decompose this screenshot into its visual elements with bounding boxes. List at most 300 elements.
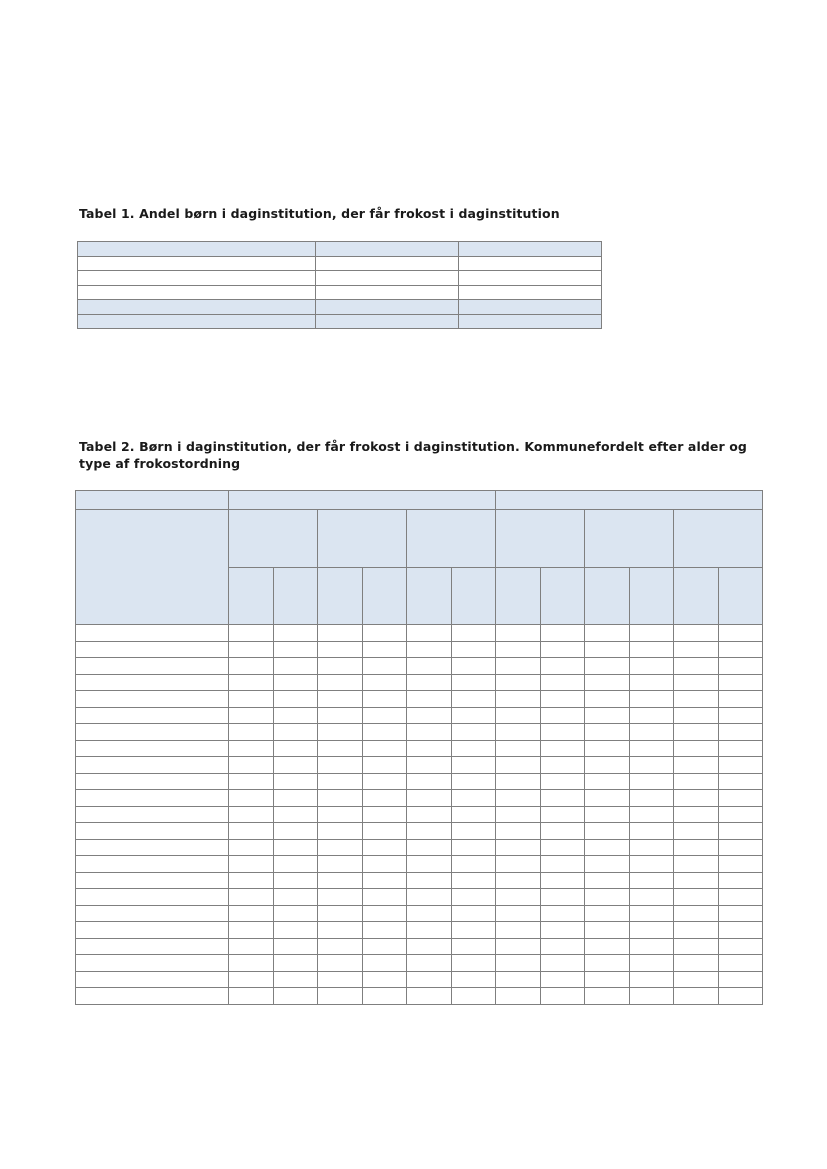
table2-cell [718,757,763,774]
table2-cell [585,674,630,691]
table2-cell [229,955,274,972]
table2-cell [318,856,363,873]
table2-cell [273,988,318,1005]
table2-cell [540,691,585,708]
table2-cell [407,806,452,823]
table2-row [76,988,763,1005]
table2-cell [318,658,363,675]
table2-cell [362,872,407,889]
table2-cell [585,724,630,741]
table2-cell [585,938,630,955]
table2-cell [629,889,674,906]
table2-cell [674,971,719,988]
table2-cell [718,922,763,939]
table2-cell [273,790,318,807]
table2-header-row-subgroups [76,510,763,568]
table2-cell [718,790,763,807]
table2-cell [362,988,407,1005]
table1-cell [78,300,316,315]
table2-cell [629,938,674,955]
table2-cell [496,641,541,658]
table2-cell [718,839,763,856]
table2-row-label-cell [76,707,229,724]
table2-cell [407,740,452,757]
table2-cell [629,740,674,757]
table2-row [76,823,763,840]
table2-row [76,905,763,922]
table2-cell [362,938,407,955]
table2-cell [273,856,318,873]
table2-cell [540,823,585,840]
table2-cell [362,773,407,790]
table2-column-header [629,568,674,625]
table2-cell [362,971,407,988]
table2-cell [229,691,274,708]
table2-cell [451,707,496,724]
table2-row [76,691,763,708]
table2-cell [362,740,407,757]
table2-row-label-cell [76,691,229,708]
table2-cell [273,724,318,741]
table2-row-label-cell [76,988,229,1005]
table2-cell [318,740,363,757]
table2-cell [718,905,763,922]
table2-cell [451,674,496,691]
table2-cell [451,757,496,774]
table2-cell [496,691,541,708]
table2-row [76,674,763,691]
table2-cell [629,971,674,988]
table2-cell [229,674,274,691]
table2-cell [407,955,452,972]
table2-cell [229,922,274,939]
table2-cell [674,839,719,856]
table1-cell [459,300,602,315]
table2-cell [362,707,407,724]
table1-cell [316,285,459,300]
table2-cell [496,773,541,790]
table2-cell [674,823,719,840]
table2-cell [674,658,719,675]
table2-cell [718,773,763,790]
table2-cell [496,872,541,889]
table2-cell [451,625,496,642]
table2-cell [318,823,363,840]
table2-cell [718,691,763,708]
table2-cell [273,641,318,658]
table2-cell [674,806,719,823]
table2-cell [318,839,363,856]
table2-row-label-cell [76,955,229,972]
table2-cell [362,806,407,823]
table2-cell [362,691,407,708]
table2-cell [362,955,407,972]
table2-row [76,889,763,906]
table2-cell [451,955,496,972]
table2-cell [273,922,318,939]
table2-cell [362,724,407,741]
table2-cell [362,790,407,807]
table2-cell [273,773,318,790]
table2-cell [318,806,363,823]
table2-cell [407,658,452,675]
table2-cell [674,955,719,972]
table2-cell [674,757,719,774]
table2-cell [451,938,496,955]
table2-cell [229,806,274,823]
table2-cell [540,625,585,642]
table2-cell [585,740,630,757]
table2-cell [585,691,630,708]
table2-cell [229,724,274,741]
table2-row-label-cell [76,971,229,988]
table2-cell [629,707,674,724]
table2-column-header [451,568,496,625]
table1-cell [459,256,602,271]
table2-subgroup-header [407,510,496,568]
table2-cell [407,988,452,1005]
table2-cell [407,757,452,774]
table2-cell [496,757,541,774]
table2-cell [451,691,496,708]
table2-cell [496,790,541,807]
table2-cell [362,922,407,939]
table2-cell [407,625,452,642]
table2-cell [718,971,763,988]
table2-row [76,790,763,807]
table2-cell [407,674,452,691]
table2-cell [629,823,674,840]
table2-cell [273,955,318,972]
table2-cell [407,823,452,840]
table2-row-label-cell [76,839,229,856]
table2-cell [451,806,496,823]
table2-cell [496,889,541,906]
table2-cell [585,889,630,906]
table2-cell [273,823,318,840]
table2-cell [629,790,674,807]
table2-cell [718,938,763,955]
table2-cell [496,625,541,642]
table2-cell [496,971,541,988]
table2-cell [540,674,585,691]
table2-cell [629,674,674,691]
table2-cell [451,889,496,906]
table2-row-label-cell [76,905,229,922]
table2-cell [718,658,763,675]
table2-cell [318,724,363,741]
table2-body [76,625,763,1005]
table2-header [76,491,763,625]
table2-row-label-cell [76,757,229,774]
table2-cell [318,955,363,972]
table2-row [76,872,763,889]
table2-cell [540,988,585,1005]
table2-cell [407,724,452,741]
table1-row [78,256,602,271]
table2-column-header [273,568,318,625]
table2-row-label-cell [76,674,229,691]
table1-cell [78,256,316,271]
table2-cell [496,856,541,873]
table2-cell [629,988,674,1005]
table2-cell [674,625,719,642]
table2-row-label-cell [76,856,229,873]
table2-cell [273,905,318,922]
table2-cell [674,872,719,889]
table2-subgroup-header [674,510,763,568]
table2-row-label-cell [76,740,229,757]
table2-cell [718,806,763,823]
table2-cell [451,641,496,658]
table1-row [78,314,602,329]
table2-cell [318,938,363,955]
table2-cell [318,707,363,724]
table2-row-label-cell [76,658,229,675]
table2-column-header [407,568,452,625]
table2-cell [718,823,763,840]
table2-cell [451,971,496,988]
table2-cell [496,955,541,972]
table2-cell [451,724,496,741]
table2-cell [451,988,496,1005]
table2-cell [451,905,496,922]
table2-row [76,922,763,939]
table2-cell [273,691,318,708]
table2-cell [540,872,585,889]
table1-cell [316,256,459,271]
table2-cell [540,757,585,774]
table2-row-label-cell [76,938,229,955]
table2-cell [674,889,719,906]
table2-cell [362,823,407,840]
table2-cell [229,823,274,840]
table2-title: Tabel 2. Børn i daginstitution, der får frokost i daginstitution. Kommunefordelt efter alder og type af frokostordning [79,439,747,471]
table2-cell [585,823,630,840]
table1-cell [78,271,316,286]
table2-cell [540,724,585,741]
table2-column-header [718,568,763,625]
table2-cell [496,806,541,823]
table2-cell [496,724,541,741]
table2-cell [318,872,363,889]
table2-cell [451,790,496,807]
table2-row [76,724,763,741]
table2-cell [629,658,674,675]
table2-cell [718,674,763,691]
table2-cell [718,724,763,741]
table2-column-header [318,568,363,625]
table2-cell [540,707,585,724]
table2-cell [229,905,274,922]
table2-cell [629,922,674,939]
table2-cell [407,839,452,856]
table2-cell [362,889,407,906]
table2-row-label-cell [76,625,229,642]
table2-cell [674,988,719,1005]
table2-subgroup-header [229,510,318,568]
table2-cell [318,674,363,691]
table2-row [76,740,763,757]
table2-cell [540,922,585,939]
table2-cell [451,740,496,757]
table2-cell [407,641,452,658]
table2-cell [229,625,274,642]
table2-cell [540,955,585,972]
table2-cell [273,938,318,955]
table2-cell [629,625,674,642]
table2-cell [585,922,630,939]
table2-cell [273,707,318,724]
table2-cell [585,757,630,774]
table2-cell [451,922,496,939]
table2-column-header [229,568,274,625]
table2-cell [229,839,274,856]
table2-cell [585,790,630,807]
table2-cell [674,724,719,741]
table2-cell [496,988,541,1005]
table2-cell [674,790,719,807]
table2-column-header [674,568,719,625]
table2-row [76,707,763,724]
table2-subgroup-header [585,510,674,568]
table2-cell [585,971,630,988]
table2-row [76,641,763,658]
table2-cell [318,905,363,922]
table1-cell [316,271,459,286]
table2-cell [629,905,674,922]
table2-cell [407,856,452,873]
table2-cell [407,691,452,708]
table2-cell [496,922,541,939]
table2-cell [496,740,541,757]
table2-cell [407,773,452,790]
table2-cell [407,971,452,988]
table2-cell [451,872,496,889]
table2-cell [496,674,541,691]
table2-cell [229,757,274,774]
table2-group-header-left [229,491,496,510]
table2-cell [318,922,363,939]
table2-cell [540,641,585,658]
table2-column-header [496,568,541,625]
table2-row [76,625,763,642]
table2-cell [229,971,274,988]
table1-cell [459,242,602,257]
table1-row [78,271,602,286]
table2-cell [674,691,719,708]
table2-cell [585,625,630,642]
table1-row [78,300,602,315]
table2-cell [273,625,318,642]
table2-cell [585,955,630,972]
table2-cell [718,988,763,1005]
table2-cell [273,806,318,823]
table2-cell [585,856,630,873]
table2-cell [229,740,274,757]
table2-cell [585,641,630,658]
table2-column-header [362,568,407,625]
table2-row [76,773,763,790]
table2-cell [229,790,274,807]
table2-cell [718,872,763,889]
table2-cell [629,955,674,972]
table2-cell [362,641,407,658]
table2-column-header [540,568,585,625]
table2-cell [362,905,407,922]
table2-cell [585,905,630,922]
table2-cell [451,658,496,675]
table2-cell [674,641,719,658]
table2 [75,490,763,1005]
table2-row-label-cell [76,724,229,741]
table2-cell [407,938,452,955]
table2-row-label-cell [76,823,229,840]
table2-cell [585,773,630,790]
table2-cell [718,955,763,972]
table2-cell [718,641,763,658]
table2-cell [585,806,630,823]
table2-cell [318,790,363,807]
table2-cell [273,757,318,774]
table2-row-label-cell [76,790,229,807]
table2-cell [451,773,496,790]
table2-row [76,938,763,955]
table1-cell [459,285,602,300]
table2-row [76,839,763,856]
table2-cell [674,707,719,724]
table2-cell [629,806,674,823]
table2-cell [318,757,363,774]
table2-cell [496,905,541,922]
table2-cell [585,658,630,675]
table2-cell [540,889,585,906]
table2-row-label-cell [76,872,229,889]
table2-row [76,806,763,823]
table2-cell [674,773,719,790]
table1-cell [316,242,459,257]
table2-row [76,757,763,774]
table2-cell [318,988,363,1005]
table1-row [78,242,602,257]
table2-cell [718,856,763,873]
table2-cell [229,856,274,873]
table2-cell [362,625,407,642]
table1-title: Tabel 1. Andel børn i daginstitution, der får frokost i daginstitution [79,206,560,221]
table2-cell [496,839,541,856]
table2-cell [540,938,585,955]
table2-cell [629,856,674,873]
table2-cell [540,905,585,922]
table2-cell [318,625,363,642]
table2-cell [540,971,585,988]
table2-cell [273,658,318,675]
table2-subgroup-header [496,510,585,568]
table2-cell [629,773,674,790]
table2-cell [362,674,407,691]
table2-group-header-right [496,491,763,510]
table2-cell [318,691,363,708]
table2-cell [407,922,452,939]
table2-cell [496,707,541,724]
table2-cell [229,872,274,889]
table2-cell [496,938,541,955]
table1-cell [78,285,316,300]
table1-cell [78,242,316,257]
table2-cell [451,823,496,840]
table2-cell [273,971,318,988]
table2-cell [318,641,363,658]
